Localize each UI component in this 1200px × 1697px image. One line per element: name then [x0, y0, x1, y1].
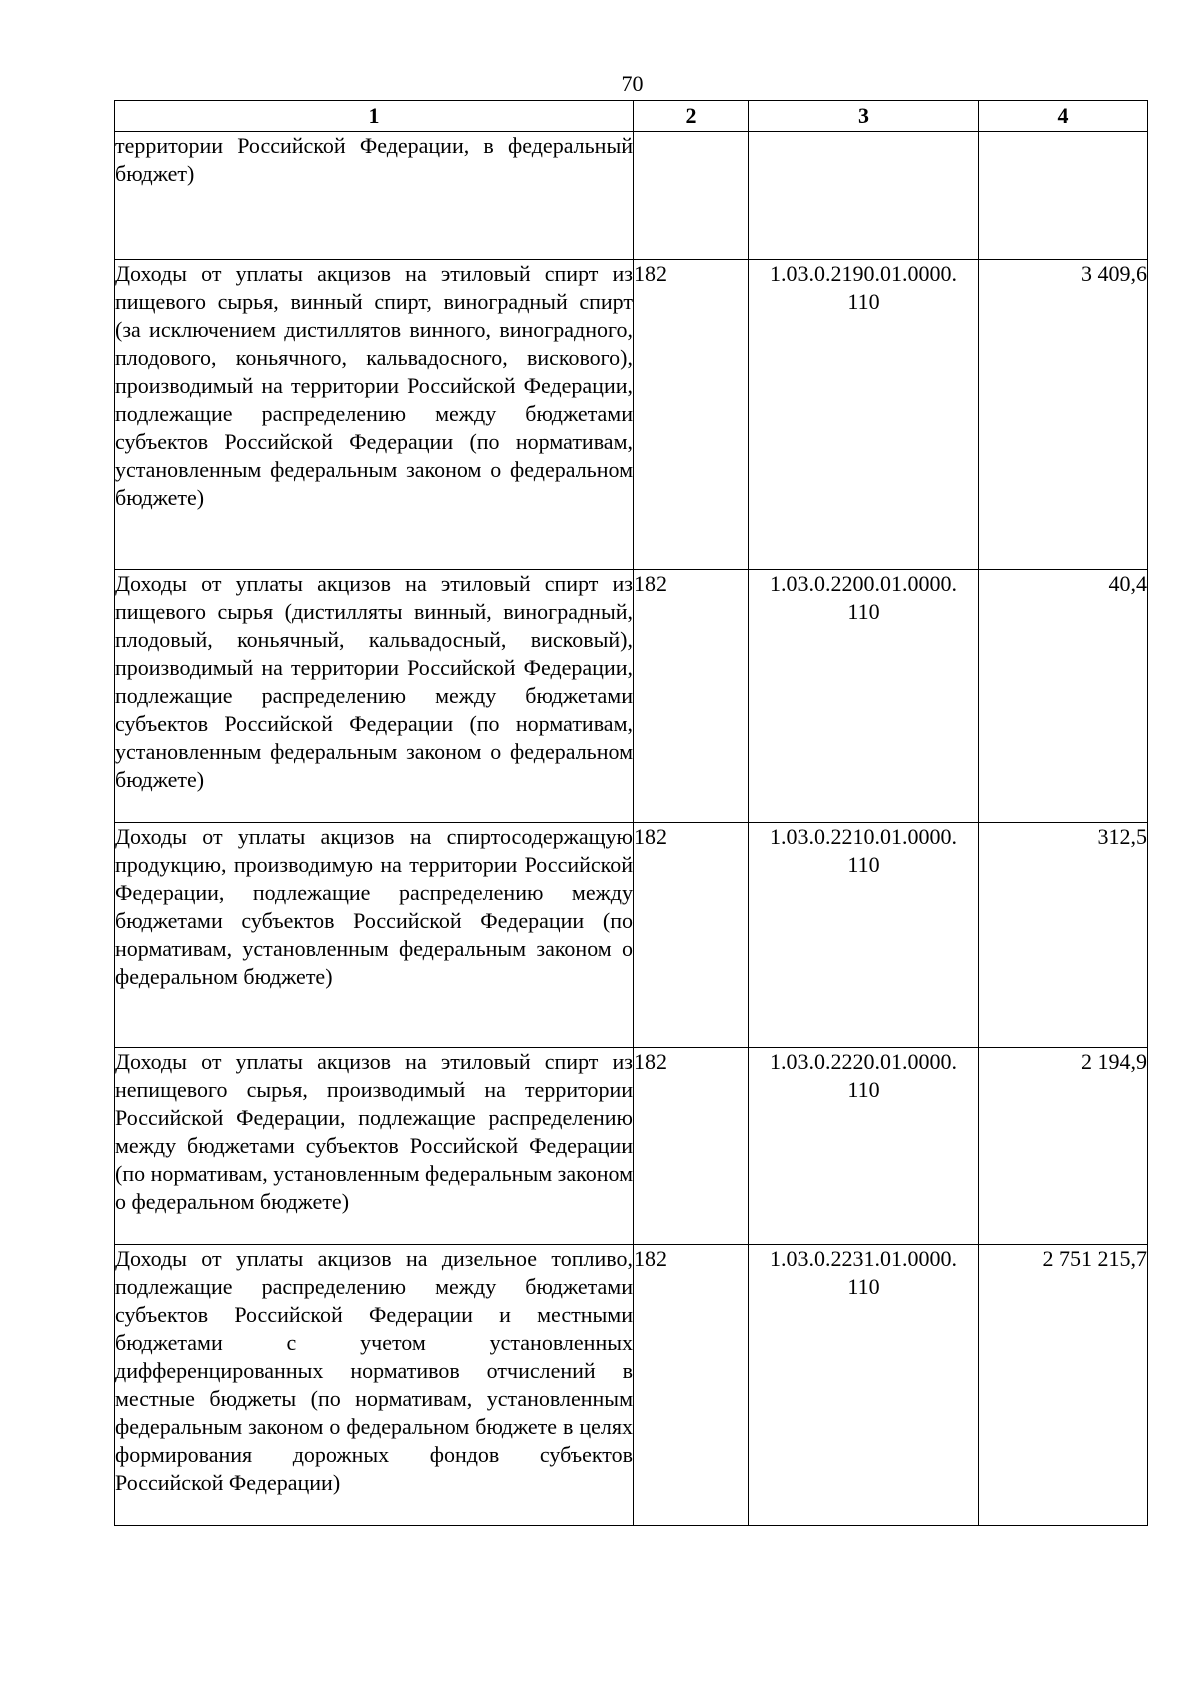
row-budget-code: [749, 1245, 979, 1526]
column-header-3: 3: [749, 101, 979, 132]
row-budget-code: [749, 570, 979, 823]
row-admin-code: [634, 132, 749, 260]
column-header-2: 2: [634, 101, 749, 132]
row-admin-code: 182: [634, 1245, 749, 1526]
table-row: [115, 823, 1148, 1048]
row-budget-code: [749, 1048, 979, 1245]
row-admin-code: 182: [634, 823, 749, 1048]
table-header-row: [115, 101, 1148, 132]
row-budget-code: [749, 132, 979, 260]
column-header-1: 1: [115, 101, 634, 132]
row-admin-code: 182: [634, 1048, 749, 1245]
row-description: Доходы от уплаты акцизов на этиловый спирт из пищевого сырья (дистилляты винный, виноградный, плодовый, коньячный, кальвадосный, висковый), производимый на территории Российской Федерации, подлежащие распределению между бюджетами субъектов Российской Федерации (по нормативам, установленным федеральным законом о федеральном бюджете): [115, 570, 634, 823]
row-amount: 40,4: [979, 570, 1148, 823]
row-description: Доходы от уплаты акцизов на этиловый спирт из непищевого сырья, производимый на территории Российской Федерации, подлежащие распределению между бюджетами субъектов Российской Федерации (по нормативам, установленным федеральным законом о федеральном бюджете): [115, 1048, 634, 1245]
budget-code-line1: 1.03.0.2200.01.0000.: [770, 571, 957, 596]
row-budget-code: [749, 823, 979, 1048]
table-row: [115, 1048, 1148, 1245]
row-description: территории Российской Федерации, в федеральный бюджет): [115, 132, 634, 260]
page-number: 70: [621, 71, 644, 96]
row-admin-code: 182: [634, 570, 749, 823]
row-description: Доходы от уплаты акцизов на дизельное топливо, подлежащие распределению между бюджетами субъектов Российской Федерации и местными бюджетами с учетом установленных дифференцированных нормативов отчислений в местные бюджеты (по нормативам, установленным федеральным законом о федеральном бюджете в целях формирования дорожных фондов субъектов Российской Федерации): [115, 1245, 634, 1526]
budget-code-line1: 1.03.0.2231.01.0000.: [770, 1246, 957, 1271]
budget-code-line2: 110: [847, 852, 880, 877]
row-amount: 312,5: [979, 823, 1148, 1048]
table-row: [115, 132, 1148, 260]
row-amount: 2 194,9: [979, 1048, 1148, 1245]
row-description: Доходы от уплаты акцизов на спиртосодержащую продукцию, производимую на территории Российской Федерации, подлежащие распределению между бюджетами субъектов Российской Федерации (по нормативам, установленным федеральным законом о федеральном бюджете): [115, 823, 634, 1048]
budget-code-line1: 1.03.0.2220.01.0000.: [770, 1049, 957, 1074]
budget-code-line2: 110: [847, 289, 880, 314]
row-amount: [979, 132, 1148, 260]
row-budget-code: [749, 260, 979, 570]
row-amount: 3 409,6: [979, 260, 1148, 570]
budget-code-line2: 110: [847, 1077, 880, 1102]
row-description: Доходы от уплаты акцизов на этиловый спирт из пищевого сырья, винный спирт, виноградный спирт (за исключением дистиллятов винного, виноградного, плодового, коньячного, кальвадосного, вискового), производимый на территории Российской Федерации, подлежащие распределению между бюджетами субъектов Российской Федерации (по нормативам, установленным федеральным законом о федеральном бюджете): [115, 260, 634, 570]
budget-code-line1: 1.03.0.2210.01.0000.: [770, 824, 957, 849]
budget-code-line2: 110: [847, 1274, 880, 1299]
table-row: [115, 260, 1148, 570]
column-header-4: 4: [979, 101, 1148, 132]
table-row: [115, 1245, 1148, 1526]
budget-code-line2: 110: [847, 599, 880, 624]
row-amount: 2 751 215,7: [979, 1245, 1148, 1526]
table-row: [115, 570, 1148, 823]
row-admin-code: 182: [634, 260, 749, 570]
budget-code-line1: 1.03.0.2190.01.0000.: [770, 261, 957, 286]
revenue-table: [114, 100, 1148, 1526]
